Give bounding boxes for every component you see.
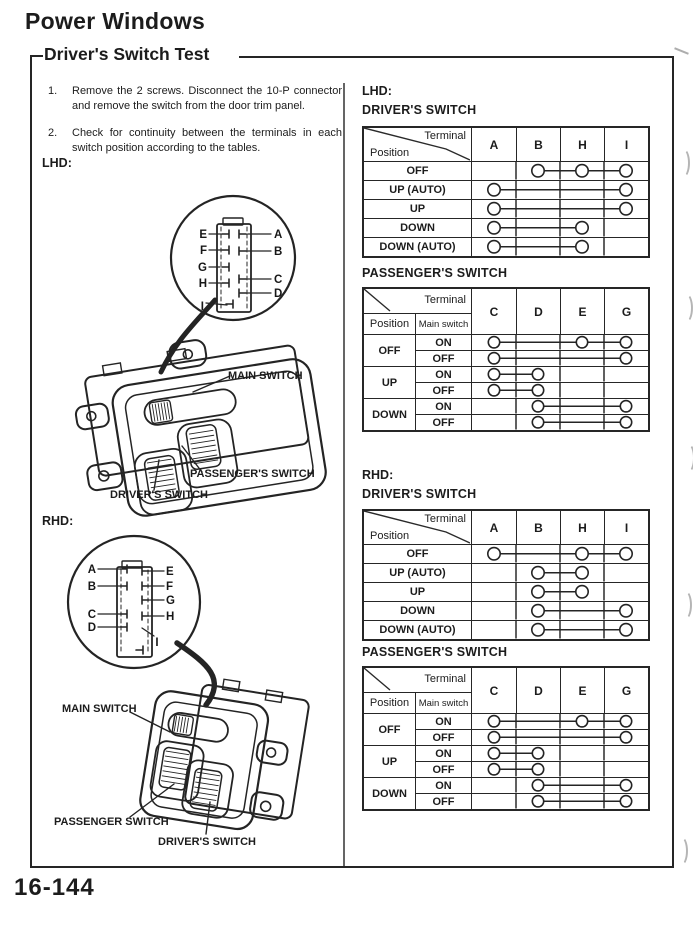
continuity-graphic xyxy=(472,238,648,256)
terminal-header-cell: I xyxy=(604,128,648,161)
main-switch-cell: OFF xyxy=(416,350,472,366)
position-cell: UP (AUTO) xyxy=(364,180,472,199)
rhd-connector-pins-left xyxy=(120,565,143,654)
terminal-header-cell: A xyxy=(489,137,499,152)
continuity-cells xyxy=(472,582,648,601)
corner-cell xyxy=(364,289,472,313)
main-switch-cell: ON xyxy=(416,745,472,761)
lhd-terminal-letter: D xyxy=(274,288,283,300)
continuity-graphic xyxy=(472,762,648,777)
continuity-cells xyxy=(472,745,648,761)
rhd-connector-body xyxy=(117,567,152,657)
continuity-graphic xyxy=(472,367,648,382)
position-cell: UP xyxy=(364,582,472,601)
continuity-cells xyxy=(472,620,648,639)
main-switch-cell: ON xyxy=(416,398,472,414)
rhd-terminal-letter: B xyxy=(87,581,96,593)
rhd-main-switch-slot xyxy=(167,711,230,743)
lhd-connector-pins-right xyxy=(239,230,246,297)
rhd-driver-continuity-table xyxy=(362,509,650,641)
lhd-passenger-table-title: PASSENGER'S SWITCH xyxy=(362,266,508,280)
position-header-cell: Position xyxy=(364,692,416,713)
continuity-graphic xyxy=(472,351,648,366)
rhd-terminal-letter: G xyxy=(166,595,175,607)
lhd-main-switch-label: MAIN SWITCH xyxy=(228,370,303,382)
continuity-cells xyxy=(472,180,648,199)
lhd-driver-switch-label: DRIVER'S SWITCH xyxy=(110,489,208,501)
lhd-terminal-letter: C xyxy=(274,274,283,286)
scan-artifact xyxy=(678,590,692,620)
terminal-header-cell: B xyxy=(516,128,560,161)
continuity-cells xyxy=(472,382,648,398)
continuity-graphic xyxy=(472,602,648,620)
section-title: Driver's Switch Test xyxy=(44,44,215,65)
continuity-cells xyxy=(472,334,648,350)
continuity-graphic xyxy=(472,335,648,350)
main-switch-cell: ON xyxy=(416,777,472,793)
continuity-cells xyxy=(472,199,648,218)
rhd-diagram-label: RHD: xyxy=(42,514,74,528)
terminal-header-cell: G xyxy=(604,289,648,334)
continuity-graphic xyxy=(472,564,648,582)
lhd-connector-inset xyxy=(171,196,295,320)
instruction-number: 1. xyxy=(48,85,58,97)
continuity-graphic xyxy=(472,794,648,809)
continuity-graphic xyxy=(472,545,648,563)
terminal-header-cell: D xyxy=(516,668,560,713)
continuity-graphic xyxy=(472,778,648,793)
continuity-graphic xyxy=(472,583,648,601)
continuity-cells xyxy=(472,350,648,366)
main-switch-cell: ON xyxy=(416,334,472,350)
position-cell: UP xyxy=(364,366,416,398)
rhd-driver-switch-label: DRIVER'S SWITCH xyxy=(158,836,256,848)
position-cell: DOWN xyxy=(364,777,416,809)
corner-cell xyxy=(364,511,472,544)
terminal-header-label: Terminal xyxy=(424,130,466,142)
main-switch-cell: OFF xyxy=(416,761,472,777)
continuity-cells xyxy=(472,563,648,582)
position-cell: DOWN (AUTO) xyxy=(364,620,472,639)
continuity-cells xyxy=(472,218,648,237)
continuity-graphic xyxy=(472,219,648,237)
rhd-terminal-letter: E xyxy=(166,566,174,578)
main-switch-header-cell: Main switch xyxy=(416,313,472,334)
continuity-cells xyxy=(472,161,648,180)
continuity-graphic xyxy=(472,181,648,199)
continuity-graphic xyxy=(472,714,648,729)
rhd-terminal-letter: D xyxy=(87,622,96,634)
continuity-cells xyxy=(472,777,648,793)
instruction-step xyxy=(48,84,342,113)
continuity-cells xyxy=(472,729,648,745)
terminal-header-cell: H xyxy=(560,128,604,161)
position-cell: DOWN xyxy=(364,218,472,237)
instruction-text: Check for continuity between the terminals in each switch position according to the tables. xyxy=(72,127,342,154)
continuity-cells xyxy=(472,544,648,563)
position-cell: DOWN (AUTO) xyxy=(364,237,472,256)
section-border-right xyxy=(672,56,674,868)
lhd-terminal-letter: G xyxy=(198,262,207,274)
instruction-text: Remove the 2 screws. Disconnect the 10-P connector and remove the switch from the door trim panel. xyxy=(72,85,342,112)
continuity-graphic xyxy=(472,621,648,639)
terminal-header-cell: E xyxy=(560,668,604,713)
rhd-passenger-table-title: PASSENGER'S SWITCH xyxy=(362,645,508,659)
lhd-terminal-letter: E xyxy=(199,229,207,241)
instruction-step xyxy=(48,126,342,155)
continuity-graphic xyxy=(472,746,648,761)
lhd-terminal-letter: A xyxy=(274,229,283,241)
position-cell: OFF xyxy=(364,334,416,366)
tables-lhd-label: LHD: xyxy=(362,84,392,98)
main-switch-cell: ON xyxy=(416,713,472,729)
terminal-header-label: Terminal xyxy=(424,673,466,685)
lhd-diagram-label: LHD: xyxy=(42,156,72,170)
corner-cell xyxy=(364,128,472,161)
position-cell: UP (AUTO) xyxy=(364,563,472,582)
rhd-passenger-switch-label: PASSENGER SWITCH xyxy=(54,816,169,828)
main-switch-header-cell: Main switch xyxy=(416,692,472,713)
lhd-terminal-letter: H xyxy=(198,278,207,290)
position-cell: OFF xyxy=(364,713,416,745)
terminal-header-cell: B xyxy=(516,511,560,544)
continuity-graphic xyxy=(472,200,648,218)
rhd-main-switch-label: MAIN SWITCH xyxy=(62,703,137,715)
continuity-cells xyxy=(472,398,648,414)
terminal-header-cell: H xyxy=(560,511,604,544)
lhd-connector-pins-left xyxy=(222,230,233,308)
lhd-passenger-switch-label: PASSENGER'S SWITCH xyxy=(190,468,315,480)
position-header-label: Position xyxy=(370,147,410,159)
main-switch-cell: OFF xyxy=(416,729,472,745)
continuity-graphic xyxy=(472,415,648,430)
scan-artifact xyxy=(681,443,693,473)
continuity-graphic xyxy=(472,730,648,745)
position-header-cell: Position xyxy=(364,313,416,334)
lhd-passenger-continuity-table xyxy=(362,287,650,432)
lhd-terminal-letter: F xyxy=(199,245,207,257)
position-cell: UP xyxy=(364,199,472,218)
rhd-switch-drawing xyxy=(138,669,311,837)
continuity-cells xyxy=(472,793,648,809)
continuity-cells xyxy=(472,713,648,729)
terminal-header-label: Terminal xyxy=(424,294,466,306)
lhd-mounting-ear xyxy=(168,339,208,370)
position-cell: OFF xyxy=(364,544,472,563)
rhd-terminal-letter: A xyxy=(87,564,96,576)
position-cell: DOWN xyxy=(364,398,416,430)
main-switch-cell: OFF xyxy=(416,414,472,430)
scan-artifact xyxy=(676,148,690,178)
terminal-header-cell: G xyxy=(604,668,648,713)
terminal-header-cell: D xyxy=(516,289,560,334)
lhd-terminal-letter: B xyxy=(274,246,283,258)
position-header-label: Position xyxy=(370,530,410,542)
continuity-cells xyxy=(472,237,648,256)
main-switch-cell: OFF xyxy=(416,382,472,398)
main-switch-cell: OFF xyxy=(416,793,472,809)
scan-artifact xyxy=(679,293,693,323)
terminal-header-cell: I xyxy=(604,511,648,544)
section-border-stub xyxy=(30,55,43,57)
rhd-terminal-letter: H xyxy=(166,611,175,623)
rhd-passenger-continuity-table xyxy=(362,666,650,811)
rhd-terminal-letter: I xyxy=(155,637,159,649)
terminal-header-cell: A xyxy=(489,520,499,535)
rhd-driver-table-title: DRIVER'S SWITCH xyxy=(362,487,477,501)
position-cell: DOWN xyxy=(364,601,472,620)
lhd-connector-body xyxy=(217,224,251,312)
rhd-passenger-switch-knob xyxy=(158,747,191,791)
connector-and-switch-diagrams xyxy=(30,160,345,875)
page-title: Power Windows xyxy=(25,8,206,34)
scan-artifact xyxy=(674,836,688,866)
page-number: 16-144 xyxy=(14,874,95,901)
continuity-cells xyxy=(472,601,648,620)
terminal-header-label: Terminal xyxy=(424,513,466,525)
terminal-header-cell: C xyxy=(489,304,499,319)
rhd-mounting-ear xyxy=(256,739,289,765)
position-cell: UP xyxy=(364,745,416,777)
continuity-cells xyxy=(472,366,648,382)
lhd-terminal-letter: I xyxy=(200,301,204,313)
tables-rhd-label: RHD: xyxy=(362,468,394,482)
rhd-terminal-letter: C xyxy=(87,609,96,621)
terminal-header-cell: C xyxy=(489,683,499,698)
scan-artifact xyxy=(674,47,689,54)
rhd-terminal-letter: F xyxy=(166,581,174,593)
position-cell: OFF xyxy=(364,161,472,180)
continuity-graphic xyxy=(472,162,648,180)
lhd-driver-continuity-table xyxy=(362,126,650,258)
continuity-graphic xyxy=(472,399,648,414)
continuity-cells xyxy=(472,414,648,430)
lhd-driver-table-title: DRIVER'S SWITCH xyxy=(362,103,477,117)
main-switch-cell: ON xyxy=(416,366,472,382)
instruction-number: 2. xyxy=(48,127,58,139)
section-heading-rule xyxy=(239,56,672,58)
continuity-cells xyxy=(472,761,648,777)
continuity-graphic xyxy=(472,383,648,398)
corner-cell xyxy=(364,668,472,692)
terminal-header-cell: E xyxy=(560,289,604,334)
